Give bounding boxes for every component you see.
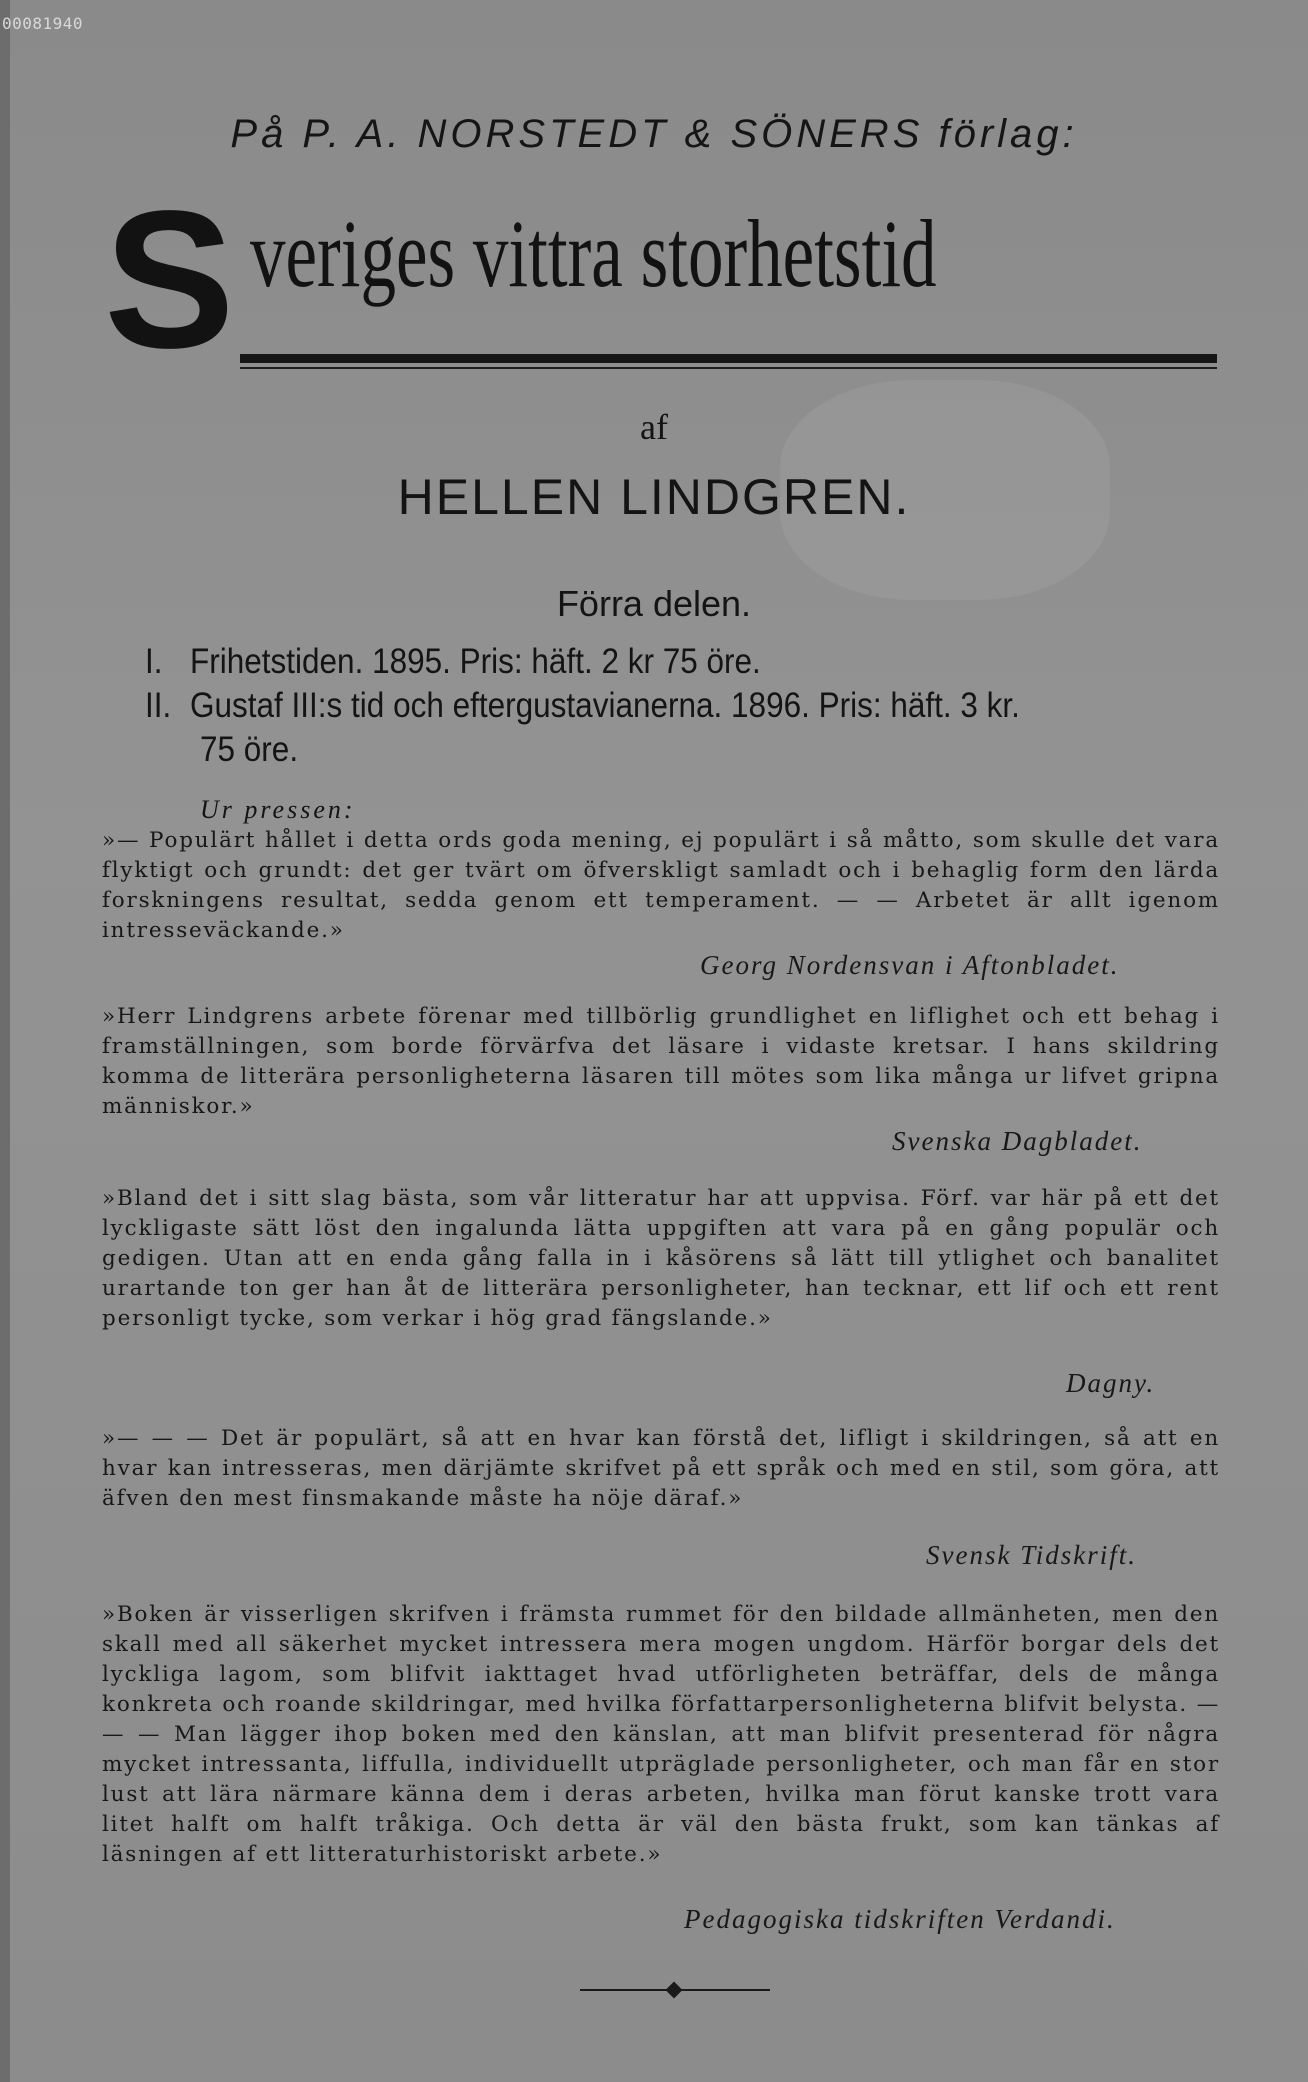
volume-text: Frihetstiden. 1895. Pris: häft. 2 kr 75 öre.: [190, 642, 761, 681]
author-name: HELLEN LINDGREN.: [397, 469, 911, 525]
book-title: [100, 170, 1220, 389]
review-source: Svensk Tidskrift.: [926, 1540, 1137, 1570]
review-source: Georg Nordensvan i Aftonbladet.: [700, 950, 1120, 980]
scan-edge: [0, 0, 10, 2082]
closing-ornament: [580, 1982, 770, 1998]
title-rest: veriges vittra storhetstid: [250, 200, 937, 307]
review-text: »Boken är visserligen skrifven i främsta rummet för den bildade allmänheten, men den skall med all säkerhet mycket intressera mera mogen ungdom. Härför borgar dels det lyckliga lagom, som blifvit iakttaget hvad utförligheten beträffar, dels de många konkreta och roande skildringar, med hvilka författarpersonligheterna blifvit belysta. — — — Man lägger ihop boken med den känslan, att man blifvit presenterad för några mycket intressanta, liffulla, individuellt utpräglade personligheter, och man får en stor lust att lära närmare känna dem i deras arbeten, hvilka man förut kanske trott vara litet halft om halft tråkiga. Och detta är väl den bästa frukt, som kan tänkas af läsningen af ett litteraturhistoriskt arbete.»: [102, 1602, 1220, 1867]
review-text: »Herr Lindgrens arbete förenar med tillbörlig grundlighet en liflighet och ett behag i framställningen, som borde förvärfva det läsare i vidaste kretsar. I hans skildring komma de litterära personligheterna läsaren till mötes som lika många ur lifvet gripna människor.»: [102, 1004, 1220, 1119]
author-prefix: af: [640, 407, 668, 447]
title-rule: [240, 354, 1217, 363]
volume-item: [145, 640, 761, 683]
part-heading: Förra delen.: [556, 583, 752, 624]
scan-id: 00081940: [2, 14, 84, 33]
volume-item: [145, 684, 1020, 727]
review-text: »— Populärt hållet i detta ords goda mening, ej populärt i så måtto, som skulle det vara flyktigt och grundt: det ger tvärt om öfverskligt samladt och i behaglig form den lärda forskningens resultat, sedda genom ett temperament. — — Arbetet är allt igenom intresseväckande.»: [102, 828, 1220, 943]
volume-text: Gustaf III:s tid och eftergustavianerna. 1896. Pris: häft. 3 kr.: [190, 686, 1020, 725]
review-source: Pedagogiska tidskriften Verdandi.: [684, 1904, 1116, 1934]
review-text: »Bland det i sitt slag bästa, som vår litteratur har att uppvisa. Förf. var här på ett det lyckligaste sätt löst den ingalunda lätta uppgiften att vara på en gång populär och gedigen. Utan att en enda gång falla in i kåsörens så lätt till ytlighet och banalitet urartande ton ger han åt de litterära personligheter, han tecknar, ett lif och ett rent personligt tycke, som verkar i hög grad fängslande.»: [102, 1186, 1220, 1331]
review-source: Svenska Dagbladet.: [892, 1126, 1143, 1156]
volume-text-continuation: 75 öre.: [200, 730, 299, 769]
volume-number: II.: [145, 686, 172, 725]
volume-number: I.: [145, 642, 163, 681]
title-initial: S: [104, 170, 235, 389]
review-source: Dagny.: [1066, 1368, 1156, 1398]
publisher-line: På P. A. NORSTEDT & SÖNERS förlag:: [230, 112, 1078, 156]
title-rule-thin: [240, 367, 1217, 369]
review-text: »— — — Det är populärt, så att en hvar kan förstå det, lifligt i skildringen, så att en hvar kan intresseras, men därjämte skrifvet på ett språk och med en stil, som göra, att äfven den mest finsmakande måste ha nöje däraf.»: [102, 1426, 1220, 1511]
press-label: Ur pressen:: [200, 795, 356, 824]
ornament-diamond: [666, 1982, 683, 1999]
